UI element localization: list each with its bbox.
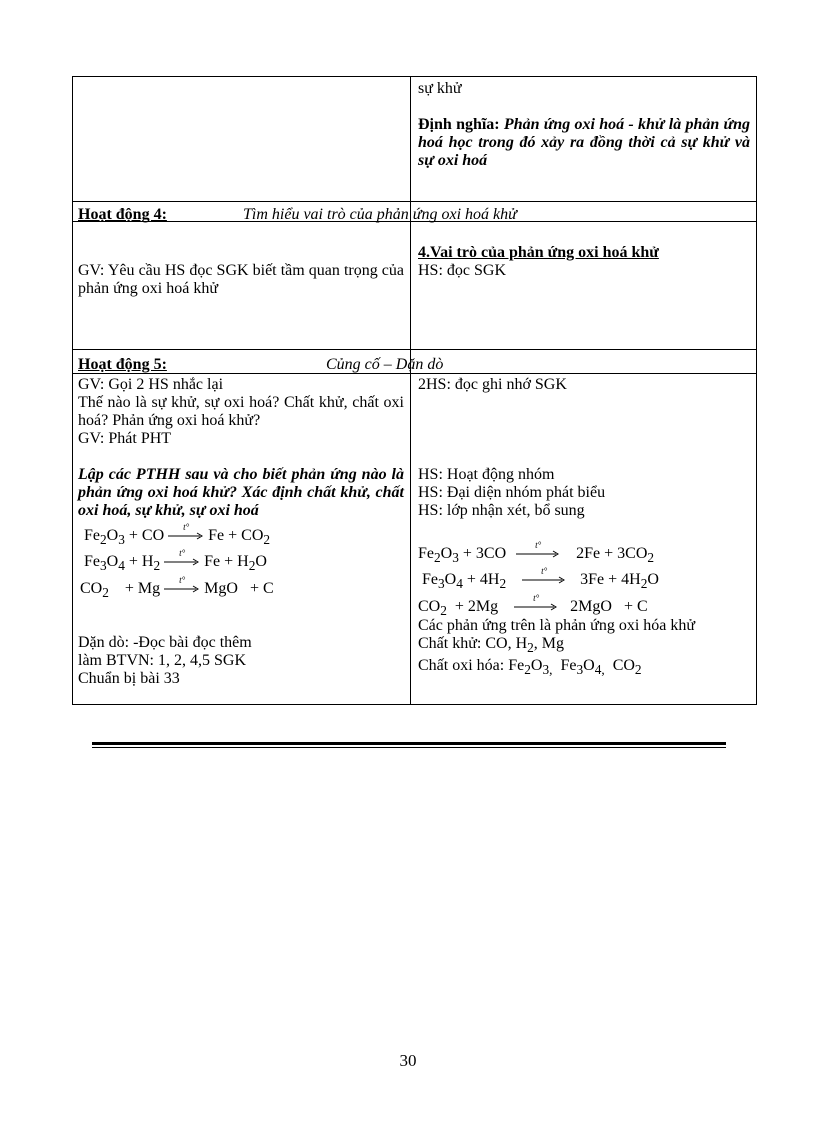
reaction-arrow: t° [522, 576, 566, 584]
reaction-arrow: t° [514, 603, 558, 611]
teacher-line-2: Thế nào là sự khử, sự oxi hoá? Chất khử, chất oxi hoá? Phản ứng oxi hoá khử? [78, 394, 404, 429]
activity4-heading: 4.Vai trò của phản ứng oxi hoá khử [418, 244, 659, 261]
student-line-1: HS: Hoạt động nhóm [418, 466, 555, 483]
right-equation-3: $CO_2 + 2Mg$ t° 2MgO + C [418, 593, 648, 619]
row-divider-3 [72, 349, 757, 350]
row1-text: sự khử [418, 80, 462, 97]
activity4-right-cell [418, 244, 750, 280]
activity5-title: Củng cố – Dặn dò [326, 356, 444, 373]
activity4-left-text: GV: Yêu cầu HS đọc SGK biết tầm quan trọng của phản ứng oxi hoá khử [78, 262, 404, 297]
separator-thin [92, 747, 726, 748]
homework-line-2: làm BTVN: 1, 2, 4,5 SGK [78, 652, 246, 669]
activity4-title: Tìm hiểu vai trò của phản ứng oxi hoá khử [243, 206, 517, 223]
left-equation-1: $Fe_2O_3$ + CO t° $Fe + CO_2$ [84, 522, 271, 548]
homework [78, 634, 404, 688]
oxidizers: Chất oxi hóa: $Fe_2O_{3,}$ $Fe_3O_{4,}$ $CO_2$ [418, 657, 642, 678]
activity4-right-text: HS: đọc SGK [418, 262, 507, 279]
activity5-header [78, 356, 167, 374]
teacher-line-1: GV: Gọi 2 HS nhắc lại [78, 376, 224, 393]
definition [418, 116, 750, 170]
activity4-header [78, 206, 167, 224]
reaction-arrow: t° [168, 532, 204, 540]
student-first: 2HS: đọc ghi nhớ SGK [418, 376, 567, 393]
page-number: 30 [399, 1051, 417, 1070]
activity4-title-wrap [243, 206, 517, 224]
activity5-label: Hoạt động 5: [78, 356, 167, 373]
reducers: Chất khử: CO, $H_2$, Mg [418, 635, 565, 656]
left-equation-3: $CO_2$ + Mg t° MgO + C [80, 575, 274, 601]
teacher-line-3: GV: Phát PHT [78, 430, 172, 447]
definition-label: Định nghĩa: [418, 116, 500, 133]
homework-line-3: Chuẩn bị bài 33 [78, 670, 180, 687]
activity5-title-wrap [326, 356, 443, 374]
reaction-arrow: t° [164, 585, 200, 593]
reaction-arrow: t° [516, 550, 560, 558]
activity5-right-cell [418, 376, 750, 394]
row1-right-cell [418, 80, 750, 170]
activity4-label: Hoạt động 4: [78, 206, 167, 223]
left-equation-2: $Fe_3O_4 + H_2$ t° $Fe + H_2O$ [84, 548, 267, 574]
exercise-task: Lập các PTHH sau và cho biết phản ứng nào là phản ứng oxi hoá khử? Xác định chất khử, chất oxi hoá, sự khử, sự oxi hoá [78, 466, 404, 519]
column-divider [410, 76, 411, 705]
student-line-2: HS: Đại diện nhóm phát biểu [418, 484, 606, 501]
student-group [418, 466, 750, 520]
student-line-3: HS: lớp nhận xét, bổ sung [418, 502, 585, 519]
separator-thick [92, 742, 726, 745]
row-divider-1 [72, 201, 757, 202]
right-equation-1: $Fe_2O_3 + 3CO$ t° $2Fe + 3CO_2$ [418, 540, 655, 566]
right-equation-2: $Fe_3O_4 + 4H_2$ t° $3Fe + 4H_2O$ [422, 566, 659, 592]
conclusion: Các phản ứng trên là phản ứng oxi hóa khử [418, 617, 696, 634]
definition-text: Phản ứng oxi hoá - khử là phản ứng hoá học trong đó xảy ra đồng thời cả sự khử và sự oxi hoá [418, 116, 751, 169]
homework-line-1: Dặn dò: -Đọc bài đọc thêm [78, 634, 252, 651]
conclusion-block [418, 617, 754, 679]
reaction-arrow: t° [164, 558, 200, 566]
activity5-left-cell [78, 376, 404, 520]
